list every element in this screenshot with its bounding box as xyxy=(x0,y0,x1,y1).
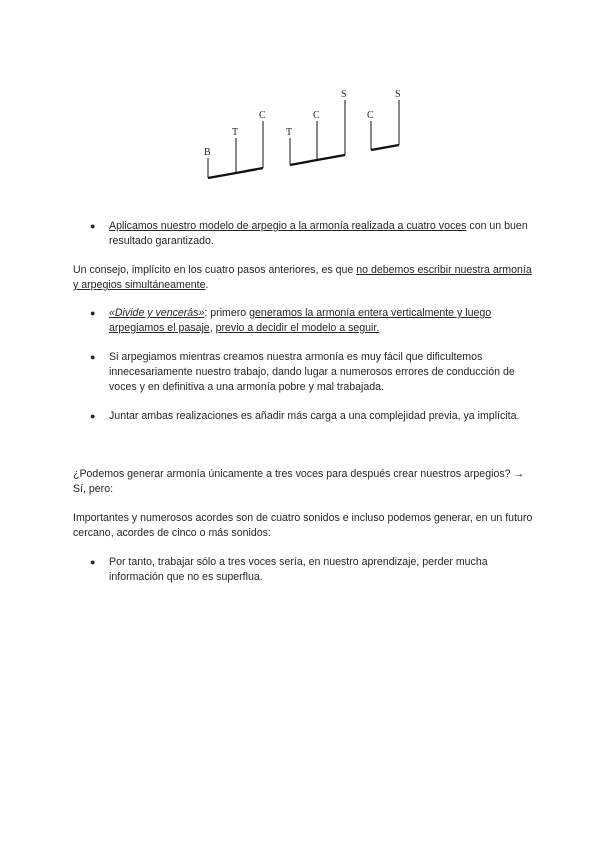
list-item xyxy=(90,306,530,336)
text-span: . xyxy=(205,279,209,291)
list-item-text xyxy=(109,306,530,336)
paragraph xyxy=(73,263,533,293)
diagram-group-3 xyxy=(367,89,401,150)
label-c3: C xyxy=(367,110,374,121)
text-span: , xyxy=(209,322,216,334)
list-item-text: Juntar ambas realizaciones es añadir más carga a una complejidad previa, ya implícita. xyxy=(109,410,520,422)
italic-text: «Divide y vencerás» xyxy=(109,307,205,319)
arpeggio-diagram-svg xyxy=(195,80,415,190)
diagram-group-2 xyxy=(286,89,347,165)
diagram-group-1 xyxy=(204,110,266,178)
label-t: T xyxy=(232,127,239,138)
bullet-dot: ● xyxy=(90,411,96,421)
list-item xyxy=(90,409,530,424)
bullet-dot: ● xyxy=(90,308,96,318)
list-item-text xyxy=(109,219,530,249)
label-c2: C xyxy=(313,110,320,121)
list-item xyxy=(90,219,530,249)
bullet-dot: ● xyxy=(90,352,96,362)
label-c: C xyxy=(259,110,266,121)
beam-3 xyxy=(371,145,399,150)
label-s3: S xyxy=(395,89,401,100)
bullet-dot: ● xyxy=(90,221,96,231)
underlined-text: no debemos escribir nuestra armonía y arpegios simultáneamente xyxy=(73,264,532,291)
label-b: B xyxy=(204,147,211,158)
paragraph: Importantes y numerosos acordes son de cuatro sonidos e incluso podemos generar, en un futuro cercano, acordes de cinco o más sonidos: xyxy=(73,512,533,539)
underlined-text: previo a decidir el modelo a seguir. xyxy=(215,322,380,334)
arpeggio-diagram xyxy=(195,80,415,190)
text-span: Un consejo, implícito en los cuatro pasos anteriores, es que xyxy=(73,264,357,276)
label-s2: S xyxy=(341,89,347,100)
bullet-dot: ● xyxy=(90,557,96,567)
underlined-text: generamos la armonía entera verticalmente y luego arpegiamos el pasaje xyxy=(109,307,492,334)
list-item xyxy=(90,350,530,395)
paragraph: ¿Podemos generar armonía únicamente a tres voces para después crear nuestros arpegios? → Sí, pero: xyxy=(73,468,525,495)
list-item-text: Si arpegiamos mientras creamos nuestra armonía es muy fácil que dificultemos innecesariamente nuestro trabajo, dando lugar a numerosos errores de conducción de voces y en definitiva a una armonía pobre y mal trabajada. xyxy=(109,351,515,393)
list-item-text: Por tanto, trabajar sólo a tres voces sería, en nuestro aprendizaje, perder mucha información que no es superflua. xyxy=(109,556,488,583)
text-span: con un buen resultado garantizado. xyxy=(109,220,528,247)
list-item xyxy=(90,555,530,585)
text-span: : primero xyxy=(204,307,250,319)
label-t2: T xyxy=(286,127,293,138)
underlined-text: Aplicamos nuestro modelo de arpegio a la armonía realizada a cuatro voces xyxy=(109,220,467,232)
